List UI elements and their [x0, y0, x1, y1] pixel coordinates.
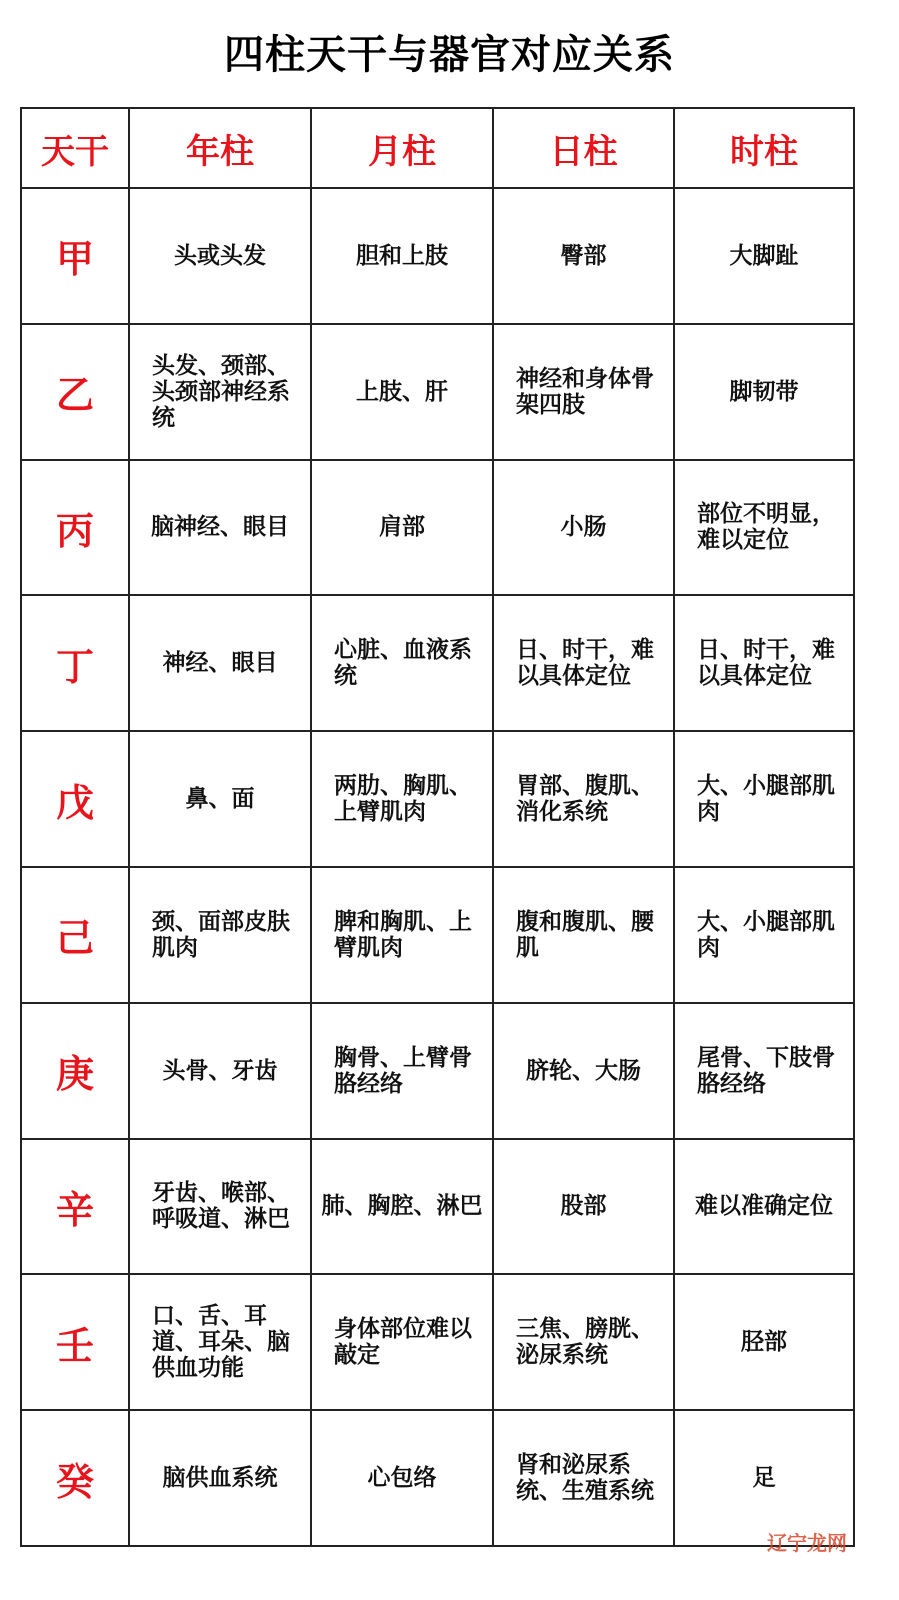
stem-cell: 辛: [21, 1139, 129, 1275]
year-cell: 脑神经、眼目: [129, 460, 311, 596]
table-row: [21, 1003, 854, 1139]
year-cell: 鼻、面: [129, 731, 311, 867]
watermark-logo: 辽宁龙网: [767, 1531, 847, 1555]
stem-cell: 丙: [21, 460, 129, 596]
header-month-pillar: 月柱: [311, 108, 493, 188]
day-cell: 胃部、腹肌、消化系统: [493, 731, 674, 867]
hour-cell: 大脚趾: [674, 188, 854, 324]
year-cell: 神经、眼目: [129, 595, 311, 731]
day-cell: 臀部: [493, 188, 674, 324]
table-row: [21, 188, 854, 324]
table-row: [21, 867, 854, 1003]
hour-cell: 部位不明显，难以定位: [674, 460, 854, 596]
hour-cell: 日、时干，难以具体定位: [674, 595, 854, 731]
month-cell: 肺、胸腔、淋巴: [311, 1139, 493, 1275]
header-day-pillar: 日柱: [493, 108, 674, 188]
hour-cell: 足: [674, 1410, 854, 1546]
table-header-row: [21, 108, 854, 188]
stem-cell: 甲: [21, 188, 129, 324]
stem-cell: 癸: [21, 1410, 129, 1546]
stem-cell: 戊: [21, 731, 129, 867]
month-cell: 心包络: [311, 1410, 493, 1546]
day-cell: 股部: [493, 1139, 674, 1275]
day-cell: 小肠: [493, 460, 674, 596]
stem-cell: 庚: [21, 1003, 129, 1139]
day-cell: 腹和腹肌、腰肌: [493, 867, 674, 1003]
year-cell: 头或头发: [129, 188, 311, 324]
year-cell: 颈、面部皮肤肌肉: [129, 867, 311, 1003]
year-cell: 头骨、牙齿: [129, 1003, 311, 1139]
year-cell: 牙齿、喉部、呼吸道、淋巴: [129, 1139, 311, 1275]
hour-cell: 胫部: [674, 1274, 854, 1410]
day-cell: 三焦、膀胱、泌尿系统: [493, 1274, 674, 1410]
day-cell: 神经和身体骨架四肢: [493, 324, 674, 460]
stem-cell: 丁: [21, 595, 129, 731]
table-row: [21, 1410, 854, 1546]
month-cell: 胆和上肢: [311, 188, 493, 324]
month-cell: 肩部: [311, 460, 493, 596]
table-row: [21, 324, 854, 460]
month-cell: 脾和胸肌、上臂肌肉: [311, 867, 493, 1003]
table-row: [21, 595, 854, 731]
month-cell: 上肢、肝: [311, 324, 493, 460]
year-cell: 头发、颈部、头颈部神经系统: [129, 324, 311, 460]
day-cell: 肾和泌尿系统、生殖系统: [493, 1410, 674, 1546]
table-row: [21, 1139, 854, 1275]
year-cell: 脑供血系统: [129, 1410, 311, 1546]
table-row: [21, 731, 854, 867]
month-cell: 两肋、胸肌、上臂肌肉: [311, 731, 493, 867]
table-row: [21, 460, 854, 596]
stem-cell: 己: [21, 867, 129, 1003]
day-cell: 日、时干，难以具体定位: [493, 595, 674, 731]
month-cell: 心脏、血液系统: [311, 595, 493, 731]
organ-correspondence-table: [20, 107, 855, 1547]
page-title: 四柱天干与器官对应关系: [224, 32, 675, 78]
hour-cell: 大、小腿部肌肉: [674, 867, 854, 1003]
hour-cell: 难以准确定位: [674, 1139, 854, 1275]
stem-cell: 乙: [21, 324, 129, 460]
month-cell: 胸骨、上臂骨胳经络: [311, 1003, 493, 1139]
header-hour-pillar: 时柱: [674, 108, 854, 188]
month-cell: 身体部位难以敲定: [311, 1274, 493, 1410]
hour-cell: 尾骨、下肢骨胳经络: [674, 1003, 854, 1139]
hour-cell: 脚韧带: [674, 324, 854, 460]
year-cell: 口、舌、耳道、耳朵、脑供血功能: [129, 1274, 311, 1410]
table-row: [21, 1274, 854, 1410]
header-year-pillar: 年柱: [129, 108, 311, 188]
header-stem: 天干: [21, 108, 129, 188]
stem-cell: 壬: [21, 1274, 129, 1410]
hour-cell: 大、小腿部肌肉: [674, 731, 854, 867]
day-cell: 脐轮、大肠: [493, 1003, 674, 1139]
